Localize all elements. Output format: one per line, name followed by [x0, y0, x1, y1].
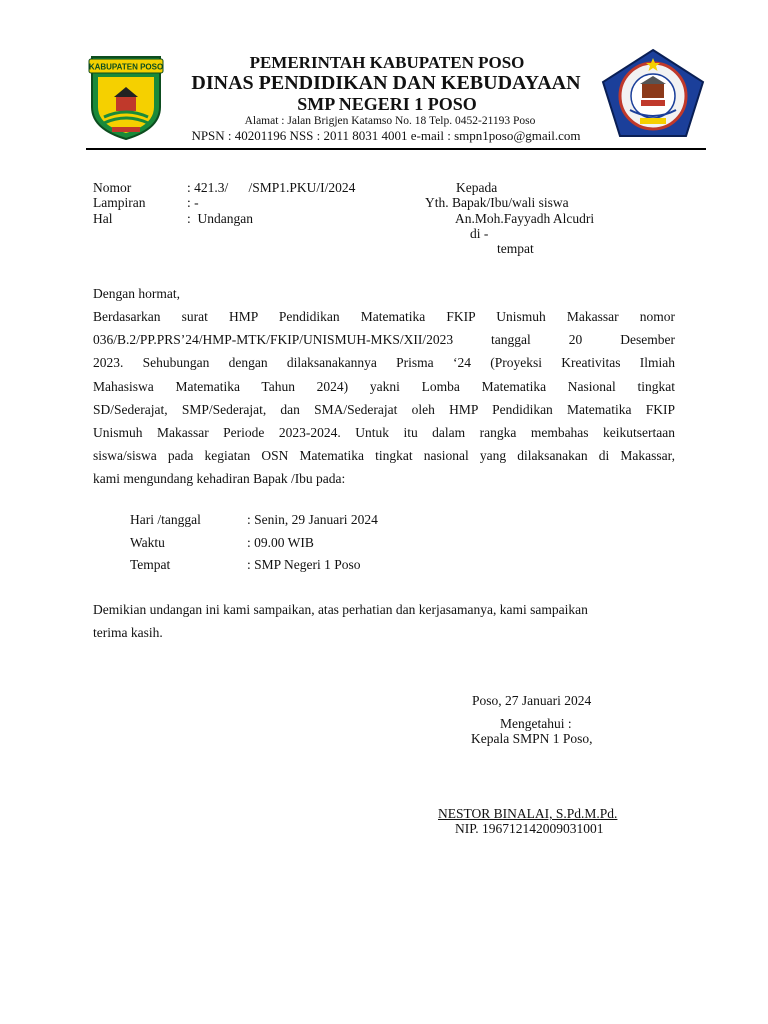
- nomor-label: Nomor: [93, 180, 132, 195]
- header-rule: [86, 148, 706, 150]
- signatory-nip: NIP. 196712142009031001: [455, 821, 604, 836]
- smp-negeri-1-poso-logo: [600, 48, 706, 140]
- paragraph-line: kami mengundang kehadiran Bapak /Ibu pada:: [93, 471, 346, 487]
- lampiran-label: Lampiran: [93, 195, 146, 210]
- paragraph-line: siswa/siswa pada kegiatan OSN Matematika tingkat nasional yang dilaksanakan di Makassar,: [93, 448, 675, 464]
- paragraph-line: Mahasiswa Matematika Tahun 2024) yakni Lomba Matematika Nasional tingkat: [93, 378, 675, 394]
- header-address: Alamat : Jalan Brigjen Katamso No. 18 Telp. 0452-21193 Poso: [244, 115, 536, 127]
- detail-value-time: : 09.00 WIB: [247, 535, 314, 550]
- detail-value-date: : Senin, 29 Januari 2024: [247, 512, 378, 527]
- detail-label-place: Tempat: [130, 557, 171, 572]
- signature-known-by: Mengetahui :: [500, 716, 572, 731]
- closing-line: Demikian undangan ini kami sampaikan, atas perhatian dan kerjasamanya, kami sampaikan: [93, 602, 588, 617]
- smp-negeri-1-poso-emblem-icon: [600, 48, 706, 140]
- kabupaten-poso-logo: [86, 49, 166, 141]
- greeting: Dengan hormat,: [93, 286, 180, 301]
- lampiran-value: : -: [187, 195, 199, 210]
- closing-line: terima kasih.: [93, 625, 163, 640]
- body-paragraph: [93, 305, 675, 491]
- paragraph-line: Unismuh Makassar Periode 2023-2024. Untuk itu dalam rangka membahas keikutsertaan: [93, 424, 675, 440]
- recipient-tempat: tempat: [497, 241, 534, 256]
- paragraph-line: 036/B.2/PP.PRS’24/HMP-MTK/FKIP/UNISMUH-MKS/XII/2023 tanggal 20 Desember: [93, 332, 675, 348]
- recipient-yth: Yth. Bapak/Ibu/wali siswa: [425, 195, 569, 210]
- detail-label-date: Hari /tanggal: [130, 512, 201, 527]
- logo-banner-text: KABUPATEN POSO: [88, 62, 164, 72]
- signatory-name: NESTOR BINALAI, S.Pd.M.Pd.: [438, 806, 618, 821]
- signature-place-date: Poso, 27 Januari 2024: [472, 693, 592, 708]
- recipient-di: di -: [470, 226, 489, 241]
- hal-value: : Undangan: [187, 211, 253, 226]
- detail-value-place: : SMP Negeri 1 Poso: [247, 557, 361, 572]
- recipient-name: An.Moh.Fayyadh Alcudri: [455, 211, 595, 226]
- detail-label-time: Waktu: [130, 535, 165, 550]
- paragraph-line: Berdasarkan surat HMP Pendidikan Matematika FKIP Unismuh Makassar nomor: [93, 309, 675, 324]
- header-school-name: SMP NEGERI 1 POSO: [297, 94, 477, 114]
- hal-label: Hal: [93, 211, 113, 226]
- paragraph-line: SD/Sederajat, SMP/Sederajat, dan SMA/Sederajat oleh HMP Pendidikan Matematika FKIP: [93, 401, 675, 417]
- kabupaten-poso-crest-icon: [86, 49, 166, 141]
- header-government: PEMERINTAH KABUPATEN POSO: [249, 53, 525, 72]
- nomor-value: : 421.3/ /SMP1.PKU/I/2024: [187, 180, 356, 195]
- header-department: DINAS PENDIDIKAN DAN KEBUDAYAAN: [191, 72, 581, 94]
- paragraph-line: 2023. Sehubungan dengan dilaksanakannya Prisma ‘24 (Proyeksi Kreativitas Ilmiah: [93, 355, 675, 371]
- signature-position: Kepala SMPN 1 Poso,: [471, 731, 593, 746]
- recipient-kepada: Kepada: [456, 180, 498, 195]
- header-contact: NPSN : 40201196 NSS : 2011 8031 4001 e-mail : smpn1poso@gmail.com: [191, 128, 581, 143]
